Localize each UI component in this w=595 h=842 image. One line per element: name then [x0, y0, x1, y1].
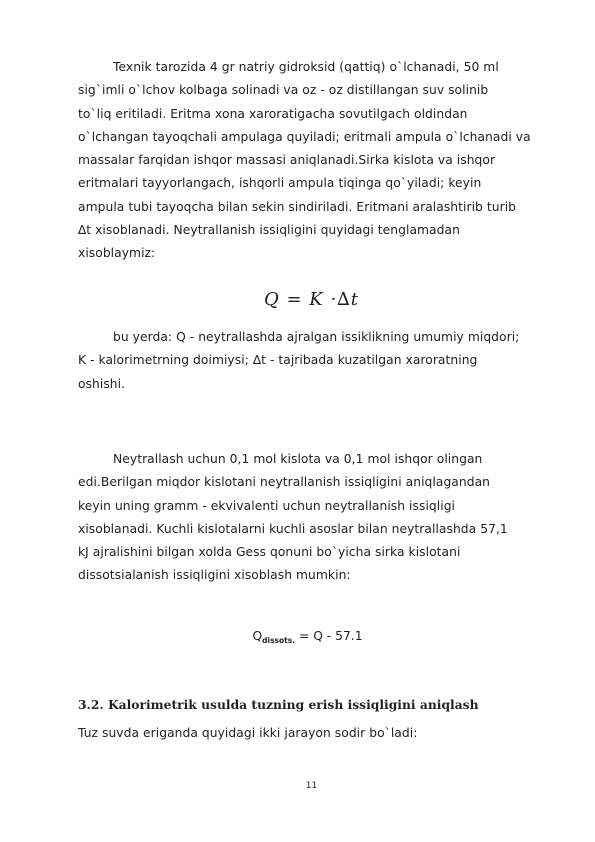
- section-heading: 3.2. Kalorimetrik usulda tuzning erish issiqligini aniqlash: [78, 697, 479, 712]
- formula-symbol: Q: [252, 629, 263, 643]
- text-line: to`liq eritiladi. Eritma xona xaroratigacha sovutilgach oldindan: [78, 106, 468, 121]
- paragraph-definitions: [78, 326, 548, 396]
- dissociation-formula: [0, 626, 595, 651]
- text-line: ampula tubi tayoqcha bilan sekin sindiriladi. Eritmani aralashtirib turib: [78, 199, 517, 214]
- text-line: eritmalari tayyorlangach, ishqorli ampula tiqinga qo`yiladi; keyin: [78, 176, 482, 191]
- formula-subscript: dissots.: [262, 636, 296, 645]
- text-line: ∆t xisoblanadi. Neytrallanish issiqligini quyidagi tenglamadan: [78, 223, 460, 238]
- text-line: o`lchangan tayoqchali ampulaga quyiladi; eritmali ampula o`lchanadi va: [78, 129, 531, 144]
- heat-formula: Q = K ·∆t: [264, 289, 359, 310]
- text-line: dissotsialanish issiqligini xisoblash mumkin:: [78, 568, 351, 583]
- paragraph-procedure: [78, 56, 548, 266]
- text-line: K - kalorimetrning doimiysi; ∆t - tajribada kuzatilgan xaroratning: [78, 353, 478, 368]
- text-line: bu yerda: Q - neytrallashda ajralgan issiklikning umumiy miqdori;: [113, 330, 520, 344]
- page-number: 11: [305, 781, 318, 791]
- text-line: kJ ajralishini bilgan xolda Gess qonuni bo`yicha sirka kislotani: [78, 545, 461, 560]
- text-line: sig`imli o`lchov kolbaga solinadi va oz - oz distillangan suv solinib: [78, 83, 489, 98]
- text-line: Tuz suvda eriganda quyidagi ikki jarayon sodir bo`ladi:: [78, 726, 418, 740]
- text-line: Texnik tarozida 4 gr natriy gidroksid (qattiq) o`lchanadi, 50 ml: [113, 60, 499, 74]
- text-line: massalar farqidan ishqor massasi aniqlanadi.Sirka kislota va ishqor: [78, 153, 496, 168]
- text-line: oshishi.: [78, 376, 126, 391]
- text-line: xisoblaymiz:: [78, 246, 156, 261]
- text-line: xisoblanadi. Kuchli kislotalarni kuchli asoslar bilan neytrallashda 57,1: [78, 521, 508, 536]
- paragraph-neutralization: [78, 448, 548, 588]
- formula-rhs: = Q - 57.1: [295, 629, 363, 643]
- text-line: keyin uning gramm - ekvivalenti uchun neytrallanish issiqligi: [78, 498, 456, 513]
- text-line: Neytrallash uchun 0,1 mol kislota va 0,1 mol ishqor olingan: [113, 452, 483, 466]
- text-line: edi.Berilgan miqdor kislotani neytrallanish issiqligini aniqlagandan: [78, 475, 491, 490]
- paragraph-dissolution: [78, 722, 548, 745]
